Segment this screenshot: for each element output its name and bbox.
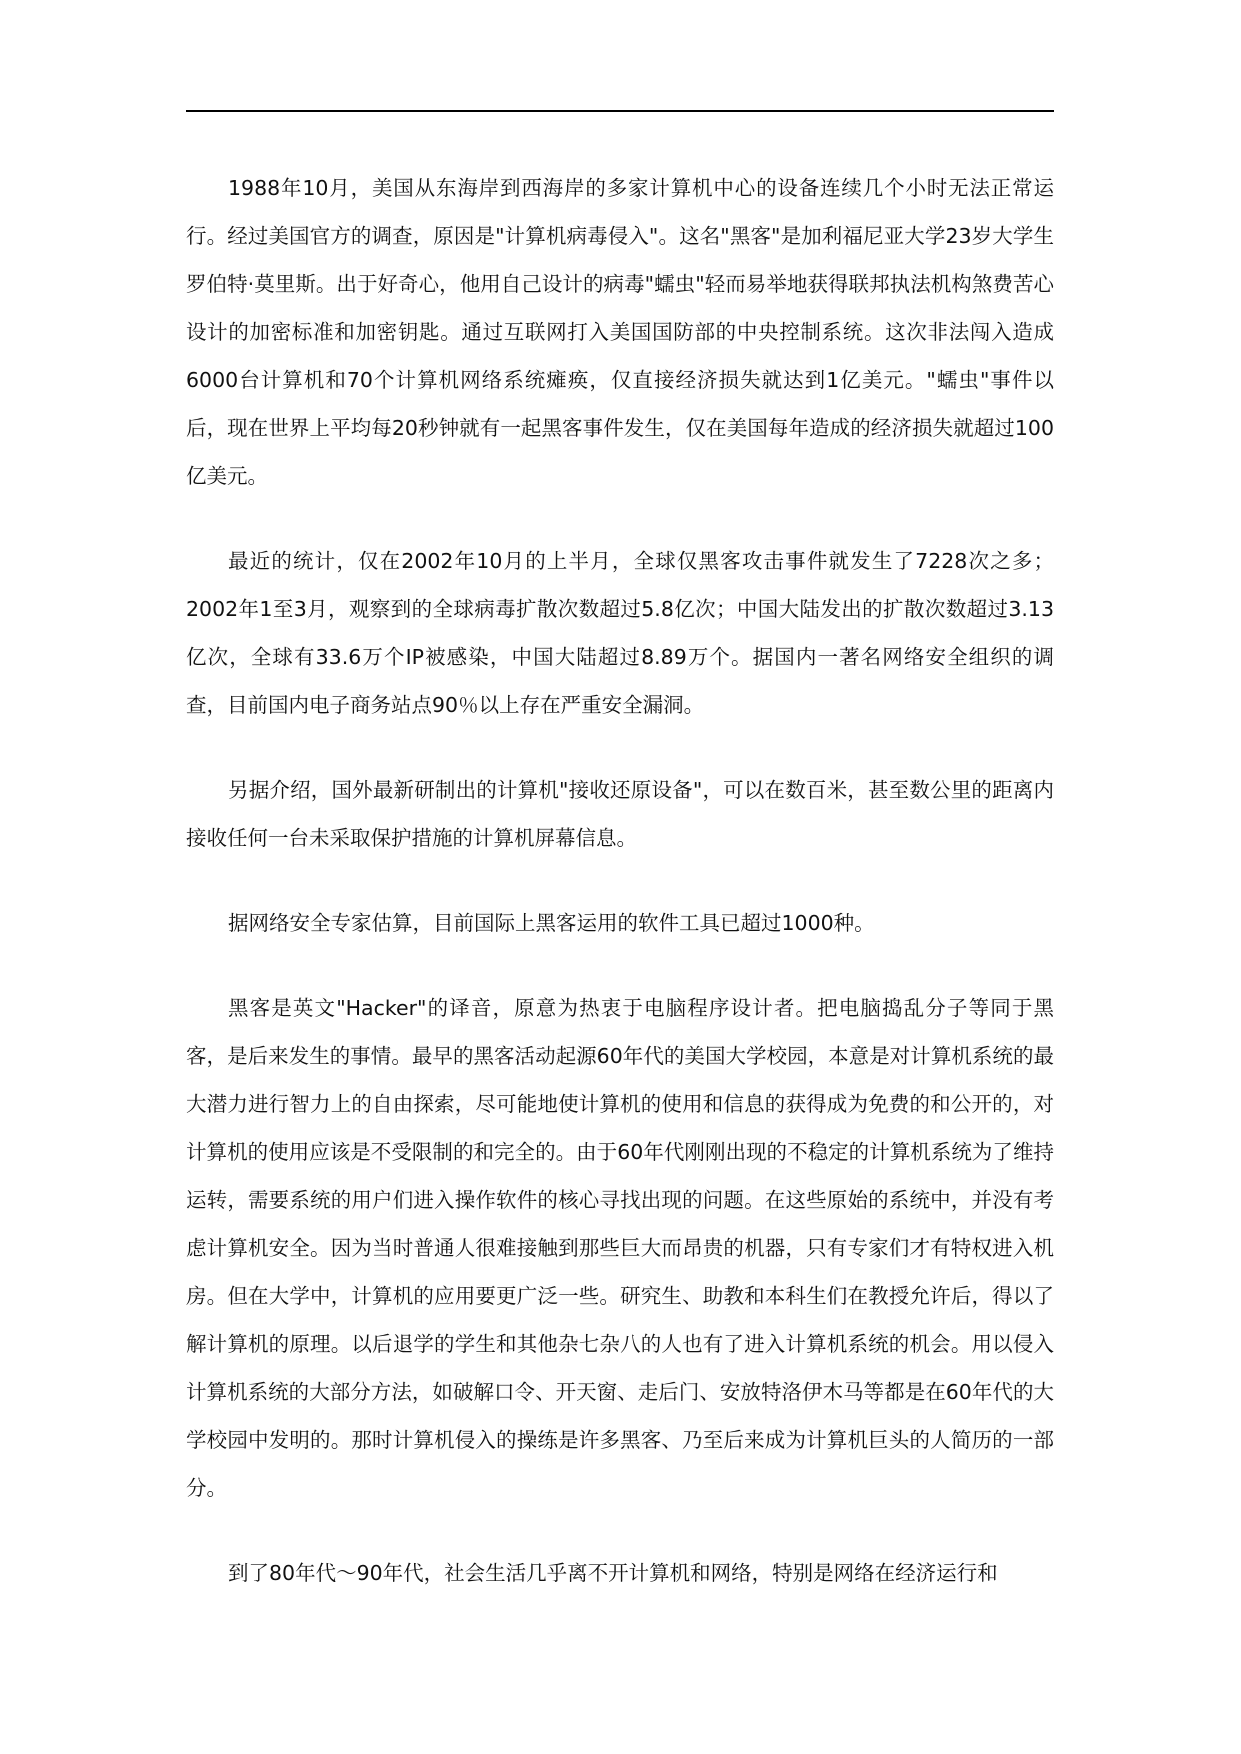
paragraph-80s-90s: 到了80年代～90年代，社会生活几乎离不开计算机和网络，特别是网络在经济运行和 [228, 1561, 998, 1585]
document-body [186, 164, 1054, 1634]
paragraph-morris-worm: 1988年10月，美国从东海岸到西海岸的多家计算机中心的设备连续几个小时无法正常运行。经过美国官方的调查，原因是"计算机病毒侵入"。这名"黑客"是加利福尼亚大学23岁大学生罗伯特·莫里斯。出于好奇心，他用自己设计的病毒"蠕虫"轻而易举地获得联邦执法机构煞费苦心设计的加密标准和加密钥匙。通过互联网打入美国国防部的中央控制系统。这次非法闯入造成6000台计算机和70个计算机网络系统瘫痪，仅直接经济损失就达到1亿美元。"蠕虫"事件以后，现在世界上平均每20秒钟就有一起黑客事件发生，仅在美国每年造成的经济损失就超过100亿美元。 [186, 176, 1054, 488]
paragraph-hacker-tools: 据网络安全专家估算，目前国际上黑客运用的软件工具已超过1000种。 [228, 911, 875, 935]
paragraph-hacker-origin: 黑客是英文"Hacker"的译音，原意为热衷于电脑程序设计者。把电脑捣乱分子等同于黑客，是后来发生的事情。最早的黑客活动起源60年代的美国大学校园，本意是对计算机系统的最大潜力进行智力上的自由探索，尽可能地使计算机的使用和信息的获得成为免费的和公开的，对计算机的使用应该是不受限制的和完全的。由于60年代刚刚出现的不稳定的计算机系统为了维持运转，需要系统的用户们进入操作软件的核心寻找出现的问题。在这些原始的系统中，并没有考虑计算机安全。因为当时普通人很难接触到那些巨大而昂贵的机器，只有专家们才有特权进入机房。但在大学中，计算机的应用要更广泛一些。研究生、助教和本科生们在教授允许后，得以了解计算机的原理。以后退学的学生和其他杂七杂八的人也有了进入计算机系统的机会。用以侵入计算机系统的大部分方法，如破解口令、开天窗、走后门、安放特洛伊木马等都是在60年代的大学校园中发明的。那时计算机侵入的操练是许多黑客、乃至后来成为计算机巨头的人简历的一部分。 [186, 996, 1054, 1500]
paragraph-screen-receiver: 另据介绍，国外最新研制出的计算机"接收还原设备"，可以在数百米，甚至数公里的距离内接收任何一台未采取保护措施的计算机屏幕信息。 [186, 778, 1054, 850]
header-rule [186, 110, 1054, 112]
paragraph-attack-statistics: 最近的统计，仅在2002年10月的上半月，全球仅黑客攻击事件就发生了7228次之多；2002年1至3月，观察到的全球病毒扩散次数超过5.8亿次；中国大陆发出的扩散次数超过3.13亿次，全球有33.6万个IP被感染，中国大陆超过8.89万个。据国内一著名网络安全组织的调查，目前国内电子商务站点90％以上存在严重安全漏洞。 [186, 549, 1054, 717]
